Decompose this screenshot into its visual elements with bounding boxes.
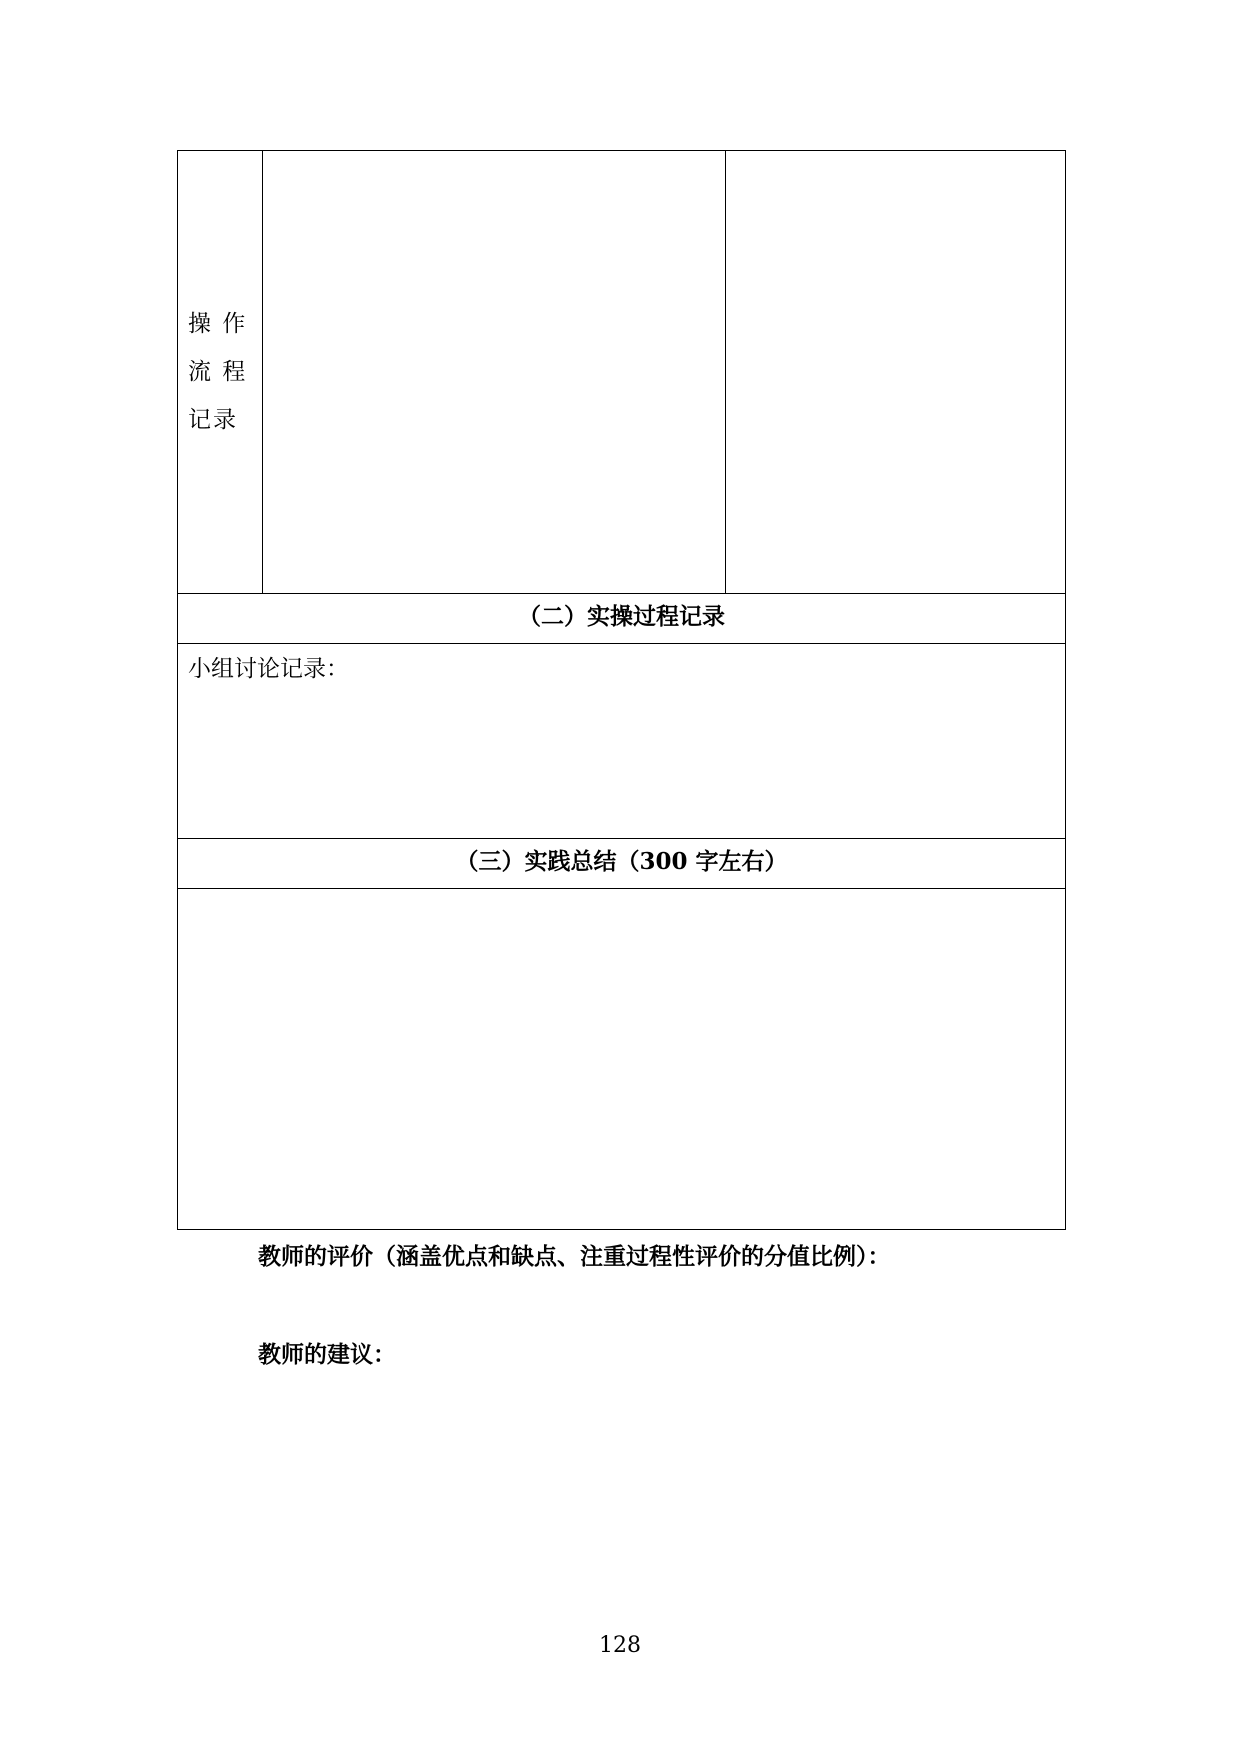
- discussion-record-label: 小组讨论记录：: [188, 656, 349, 682]
- teacher-evaluation-label: 教师的评价（涵盖优点和缺点、注重过程性评价的分值比例）：: [258, 1243, 891, 1270]
- teacher-suggestion-label: 教师的建议：: [258, 1341, 396, 1368]
- discussion-record-cell[interactable]: [178, 644, 1066, 839]
- operation-flow-content-cell[interactable]: [263, 151, 726, 594]
- section-two-header-row: [178, 594, 1066, 644]
- operation-flow-row: [178, 151, 1066, 594]
- page-number: 128: [599, 1633, 641, 1658]
- operation-flow-label-line-3: 记录: [188, 407, 238, 433]
- section-three-header-row: [178, 839, 1066, 889]
- operation-flow-notes-cell[interactable]: [726, 151, 1066, 594]
- practice-record-table: [177, 150, 1066, 1230]
- operation-flow-label-line-2: 流 程: [188, 359, 248, 385]
- discussion-row: [178, 644, 1066, 839]
- section-three-title: （三）实践总结（300 字左右）: [178, 839, 1066, 889]
- summary-row: [178, 889, 1066, 1230]
- operation-flow-label-line-1: 操 作: [188, 311, 248, 337]
- section-two-title: （二）实操过程记录: [178, 594, 1066, 644]
- operation-flow-label-cell: [178, 151, 263, 594]
- practice-summary-cell[interactable]: [178, 889, 1066, 1230]
